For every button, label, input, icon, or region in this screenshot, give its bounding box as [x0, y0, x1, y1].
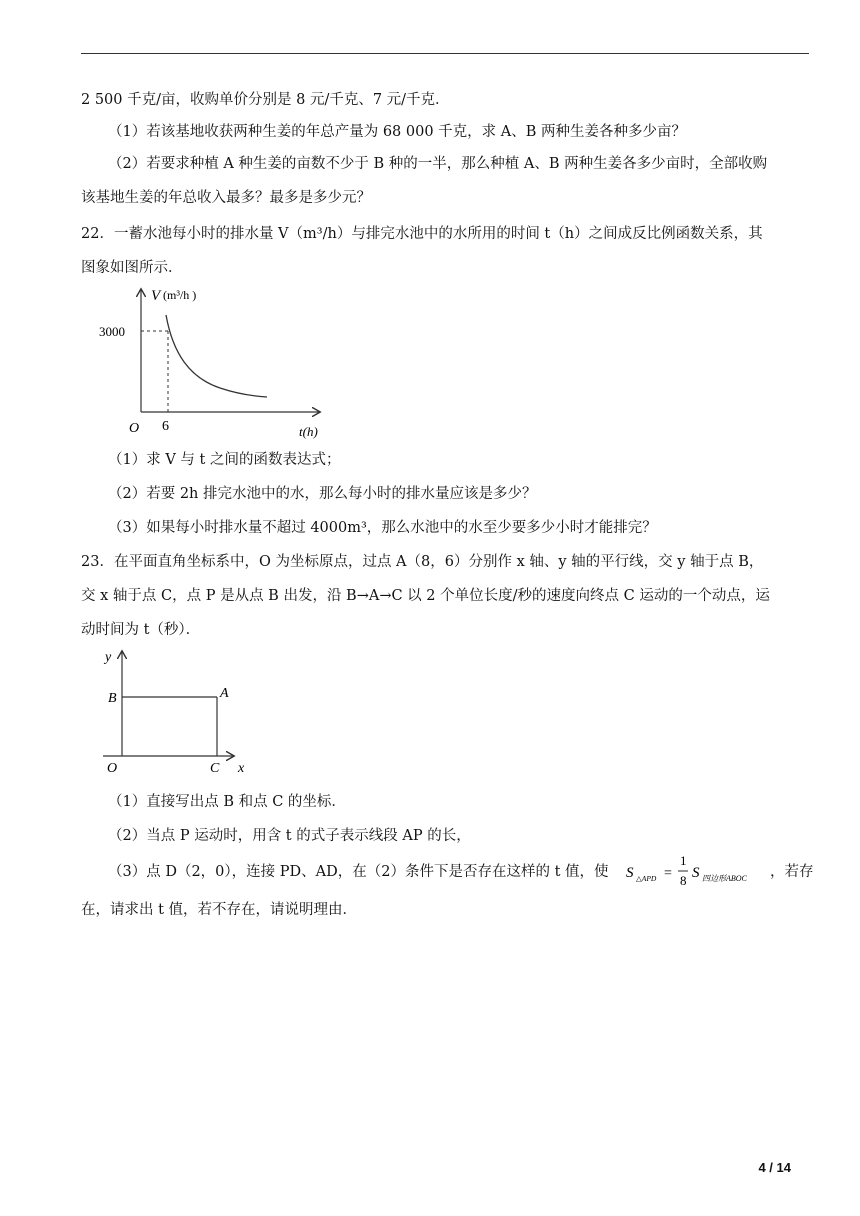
formula-den: 8: [680, 873, 687, 888]
q23-part1: （1）直接写出点 B 和点 C 的坐标．: [108, 794, 346, 810]
q23-part2: （2）当点 P 运动时，用含 t 的式子表示线段 AP 的长，: [108, 828, 471, 844]
q23-point-c: C: [210, 761, 220, 776]
formula-lhs-sub: △APD: [636, 874, 657, 883]
q22-part3: （3）如果每小时排水量不超过 4000m³，那么水池中的水至少要多少小时才能排完？: [108, 520, 657, 536]
q23-part3-before: （3）点 D（2，0），连接 PD、AD，在（2）条件下是否存在这样的 t 值，使: [108, 864, 609, 880]
q23-point-b: B: [108, 691, 117, 706]
q22-x-tick: 6: [162, 419, 169, 434]
q23-x-label: x: [238, 761, 245, 776]
q22-origin: O: [129, 421, 140, 436]
q21-continuation: 2 500 千克/亩，收购单价分别是 8 元/千克、7 元/千克．: [81, 92, 450, 108]
q22-stem-line1: 22．一蓄水池每小时的排水量 V（m³/h）与排完水池中的水所用的时间 t（h）之间成反比例函数关系，其: [81, 226, 763, 242]
formula-num: 1: [680, 853, 687, 868]
formula-rhs-s: S: [692, 865, 700, 881]
q23-stem-line2: 交 x 轴于点 C，点 P 是从点 B 出发，沿 B→A→C 以 2 个单位长度/秒的速度向终点 C 运动的一个动点，运: [81, 588, 770, 604]
q23-origin: O: [107, 761, 118, 776]
formula-eq: =: [664, 866, 672, 881]
q22-y-label: V: [151, 288, 161, 304]
q23-area-formula: [626, 852, 766, 888]
formula-rhs-sub: 四边形ABOC: [702, 874, 747, 883]
q23-point-a: A: [220, 686, 229, 701]
q22-x-label: t(h): [299, 424, 318, 439]
q22-part1: （1）求 V 与 t 之间的函数表达式；: [108, 452, 341, 468]
q22-graph: [95, 282, 335, 442]
q23-part3-after: ，若存: [770, 864, 814, 880]
q22-part2: （2）若要 2h 排完水池中的水，那么每小时的排水量应该是多少？: [108, 486, 537, 502]
q21-part2-line2: 该基地生姜的年总收入最多？最多是多少元？: [81, 190, 371, 206]
q22-curve: [166, 315, 267, 397]
q21-part1: （1）若该基地收获两种生姜的年总产量为 68 000 千克，求 A、B 两种生姜各种多少亩？: [108, 124, 687, 140]
q22-y-unit: (m³/h ): [163, 288, 197, 302]
q23-part3-end: 在，请求出 t 值，若不存在，请说明理由．: [81, 902, 358, 918]
q23-stem-line3: 动时间为 t（秒）．: [81, 622, 201, 638]
q23-graph: [95, 644, 265, 780]
q23-stem-line1: 23．在平面直角坐标系中，O 为坐标原点，过点 A（8，6）分别作 x 轴、y 轴的平行线，交 y 轴于点 B，: [81, 554, 764, 570]
header-rule: [81, 53, 809, 54]
q21-part2-line1: （2）若要求种植 A 种生姜的亩数不少于 B 种的一半，那么种植 A、B 两种生姜各多少亩时，全部收购: [108, 156, 768, 172]
page-number: 4 / 14: [758, 1160, 791, 1175]
q22-y-tick: 3000: [99, 324, 125, 339]
q23-y-label: y: [105, 650, 112, 665]
q22-stem-line2: 图象如图所示．: [81, 260, 183, 276]
formula-lhs-s: S: [626, 865, 634, 881]
